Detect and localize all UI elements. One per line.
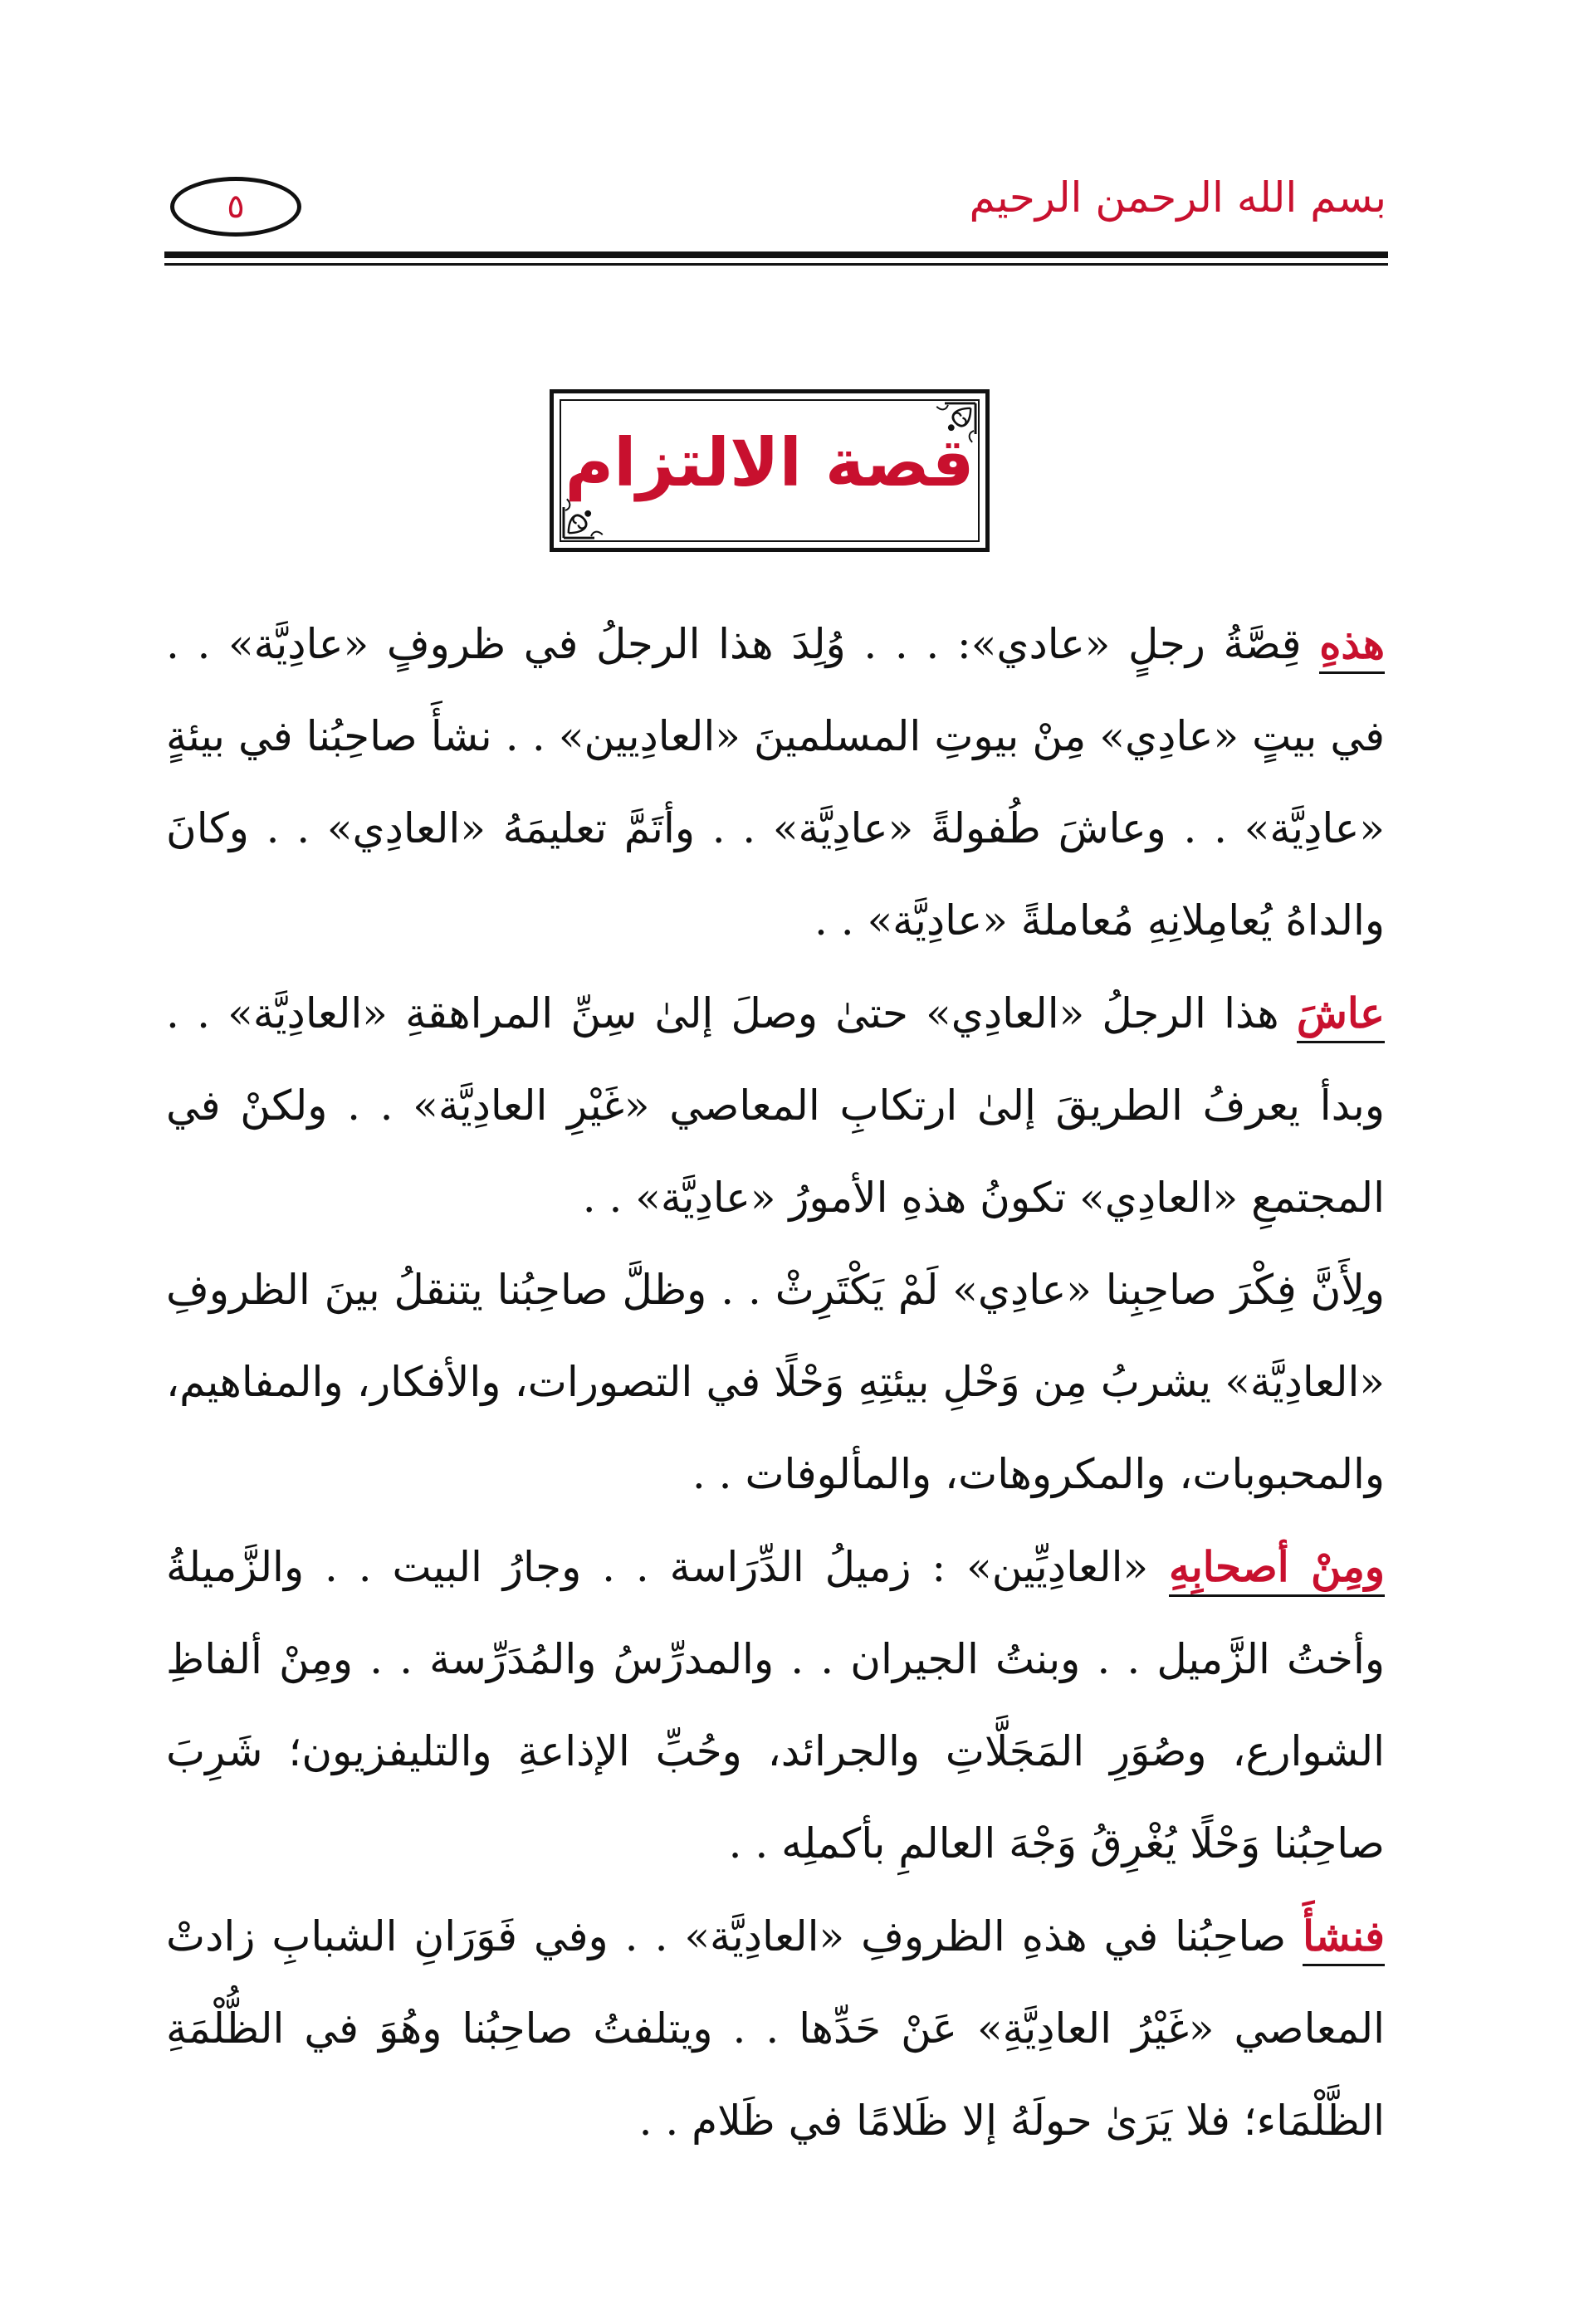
header-rule-thin bbox=[164, 263, 1388, 266]
page-number-badge bbox=[170, 177, 301, 237]
page-header bbox=[170, 162, 1386, 253]
corner-ornament-icon bbox=[912, 402, 977, 466]
chapter-title: قصة الالتزام bbox=[565, 424, 975, 501]
paragraph-text: هذا الرجلُ «العادِي» حتىٰ وصلَ إلىٰ سِنِّ المراهقةِ «العادِيَّة» . . وبدأ يعرفُ الطريقَ إلىٰ ارتكابِ المعاصي «غَيْرِ العادِيَّة» . . ولكنْ في المجتمعِ «العادِي» تكونُ هذهِ الأمورُ «عادِيَّة» . . bbox=[166, 989, 1385, 1222]
paragraph bbox=[166, 967, 1385, 1244]
paragraph-lead-word: هذهِ bbox=[1319, 619, 1385, 674]
header-title: بسم الله الرحمن الرحيم bbox=[969, 173, 1386, 222]
paragraph-text: صاحِبُنا في هذهِ الظروفِ «العادِيَّة» . . وفي فَوَرَانِ الشبابِ زادتْ المعاصي «غَيْرُ العادِيَّةِ» عَنْ حَدِّها . . ويتلفتُ صاحِبُنا وهُوَ في الظُّلْمَةِ الظَّلْمَاء؛ فلا يَرَىٰ حولَهُ إلا ظَلامًا في ظَلام . . bbox=[166, 1912, 1385, 2145]
paragraph-lead-word: عاشَ bbox=[1297, 989, 1385, 1043]
paragraph bbox=[166, 1890, 1385, 2167]
corner-ornament-icon bbox=[562, 475, 627, 540]
paragraph bbox=[166, 598, 1385, 967]
paragraph-text: «العادِيِّين» : زميلُ الدِّرَاسة . . وجارُ البيت . . والزَّميلةُ وأختُ الزَّميل . . وبنتُ الجيران . . والمدرِّسُ والمُدَرِّسة . . ومِنْ ألفاظِ الشوارع، وصُوَرِ المَجَلَّاتِ والجرائد، وحُبِّ الإذاعةِ والتليفزيون؛ شَرِبَ صاحِبُنا وَحْلًا يُغْرِقُ وَجْهَ العالمِ بأكملِه . . bbox=[166, 1543, 1385, 1868]
chapter-title-frame bbox=[550, 389, 990, 552]
paragraph-lead-word: ومِنْ أصحابِهِ bbox=[1169, 1542, 1385, 1597]
paragraph bbox=[166, 1244, 1385, 1521]
paragraph-text: ولِأَنَّ فِكْرَ صاحِبِنا «عادِي» لَمْ يَكْتَرِثْ . . وظلَّ صاحِبُنا يتنقلُ بينَ الظروفِ «العادِيَّة» يشربُ مِن وَحْلِ بيئتِهِ وَحْلًا في التصورات، والأفكار، والمفاهيم، والمحبوبات، والمكروهات، والمألوفات . . bbox=[166, 1266, 1385, 1498]
paragraph-lead-word: فنشأَ bbox=[1303, 1911, 1385, 1966]
header-rule-thick bbox=[164, 251, 1388, 258]
paragraph-text: قِصَّةُ رجلٍ «عادي»: . . . وُلِدَ هذا الرجلُ في ظروفٍ «عادِيَّة» . . في بيتٍ «عادِي» مِنْ بيوتِ المسلمينَ «العادِيين» . . نشأَ صاحِبُنا في بيئةٍ «عادِيَّة» . . وعاشَ طُفولةً «عادِيَّة» . . وأتَمَّ تعليمَهُ «العادِي» . . وكانَ والداهُ يُعامِلانِهِ مُعاملةً «عادِيَّة» . . bbox=[166, 620, 1385, 945]
body-text bbox=[166, 598, 1385, 2167]
paragraph bbox=[166, 1521, 1385, 1890]
page-number: ٥ bbox=[227, 188, 245, 226]
